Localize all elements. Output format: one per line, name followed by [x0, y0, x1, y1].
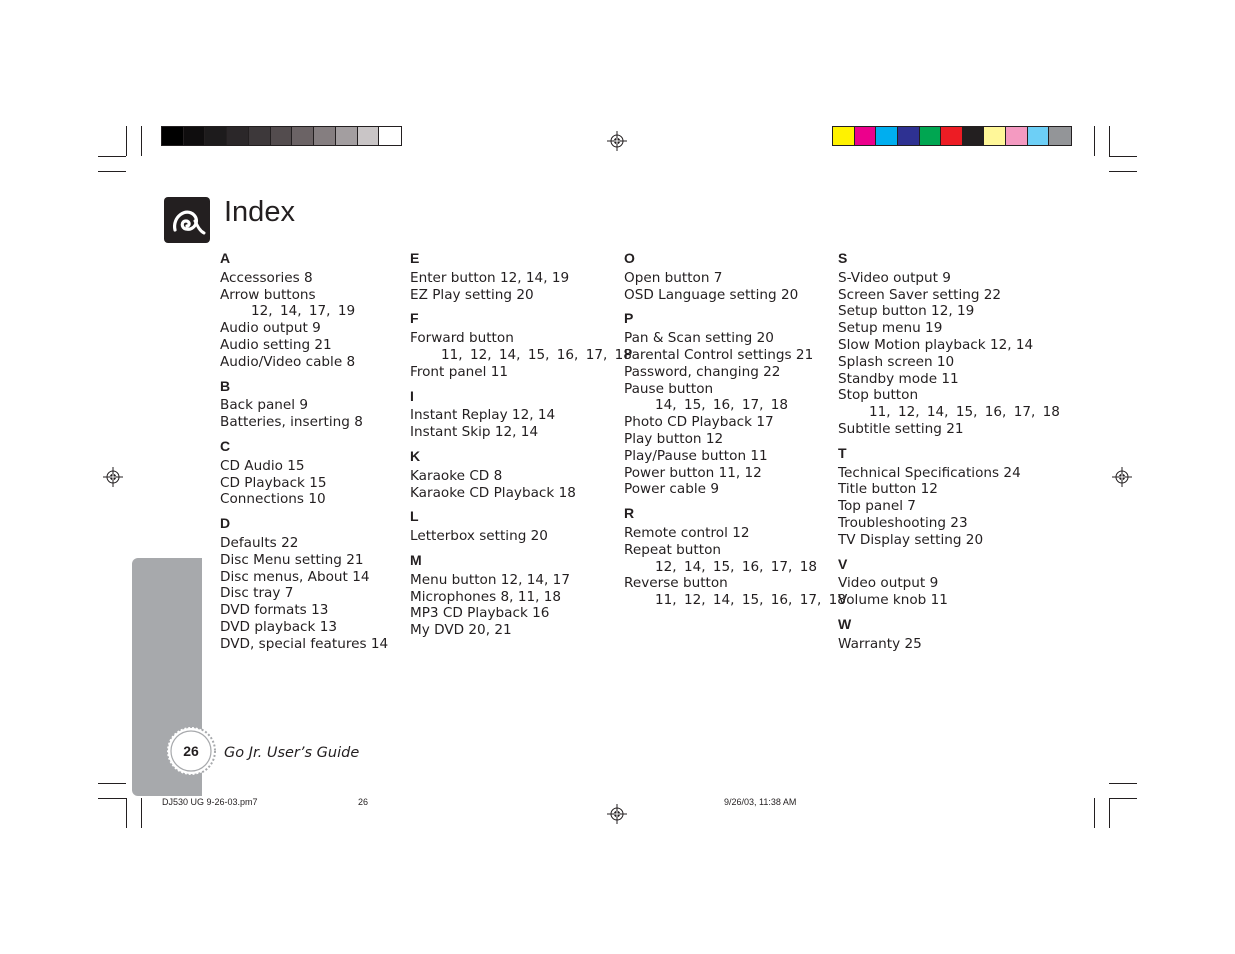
- index-letter-heading: L: [410, 508, 419, 525]
- color-swatch: [920, 127, 942, 145]
- index-entry: TV Display setting 20: [838, 531, 984, 548]
- index-entry: Setup button 12, 19: [838, 303, 975, 320]
- index-letter-heading: O: [624, 250, 635, 266]
- crop-mark: [98, 171, 126, 172]
- color-swatch: [941, 127, 963, 145]
- color-swatch: [855, 127, 877, 145]
- index-entry: DVD playback 13: [220, 618, 338, 635]
- index-entry: Play/Pause button 11: [624, 447, 768, 464]
- index-entry: Audio/Video cable 8: [220, 353, 356, 370]
- index-entry: Power cable 9: [624, 481, 719, 498]
- color-swatch: [379, 127, 401, 145]
- index-entry: OSD Language setting 20: [624, 286, 799, 303]
- color-swatch: [898, 127, 920, 145]
- index-entry: Accessories 8: [220, 269, 313, 286]
- index-entry: DVD formats 13: [220, 602, 329, 619]
- index-entry: Setup menu 19: [838, 320, 943, 337]
- guide-title: Go Jr. User’s Guide: [224, 745, 360, 761]
- index-entry: Forward button: [410, 330, 514, 347]
- index-entry: Disc tray 7: [220, 585, 294, 602]
- index-entry: Reverse button: [624, 575, 728, 592]
- index-entry: Karaoke CD 8: [410, 467, 503, 484]
- color-swatch: [833, 127, 855, 145]
- index-entry: Warranty 25: [838, 635, 922, 652]
- color-swatch: [984, 127, 1006, 145]
- color-swatch: [876, 127, 898, 145]
- index-entry: Karaoke CD Playback 18: [410, 484, 576, 501]
- crop-mark: [98, 783, 126, 784]
- slug-file: DJ530 UG 9-26-03.pm7: [162, 797, 258, 807]
- index-letter-heading: M: [410, 551, 422, 568]
- index-entry: Standby mode 11: [838, 370, 959, 387]
- color-swatch: [227, 127, 249, 145]
- page-title: Index: [224, 196, 295, 228]
- registration-mark-icon: [103, 467, 123, 487]
- page-number: 26: [183, 743, 199, 759]
- slug-date: 9/26/03, 11:38 AM: [724, 797, 797, 807]
- index-entry: Password, changing 22: [624, 363, 781, 380]
- index-entry: CD Audio 15: [220, 457, 305, 474]
- index-entry: Audio output 9: [220, 320, 321, 337]
- index-entry: Instant Skip 12, 14: [410, 424, 539, 441]
- crop-mark: [141, 126, 142, 156]
- index-entry: Audio setting 21: [220, 336, 332, 353]
- index-entry: Play button 12: [624, 430, 724, 447]
- index-entry: Stop button: [838, 387, 919, 404]
- index-letter-heading: W: [838, 615, 851, 632]
- index-entry: Connections 10: [220, 491, 326, 508]
- index-entry: Disc menus, About 14: [220, 568, 370, 585]
- index-entry: Photo CD Playback 17: [624, 414, 774, 431]
- index-entry-pages: 11, 12, 14, 15, 16, 17, 18: [869, 404, 1060, 421]
- color-swatch: [292, 127, 314, 145]
- index-entry: Enter button 12, 14, 19: [410, 269, 570, 286]
- index-entry: MP3 CD Playback 16: [410, 605, 550, 622]
- index-letter-heading: I: [410, 387, 414, 404]
- index-letter-heading: D: [220, 515, 230, 532]
- color-swatch: [358, 127, 380, 145]
- registration-mark-icon: [607, 804, 627, 824]
- index-entry: Parental Control settings 21: [624, 346, 814, 363]
- index-entry: Volume knob 11: [838, 592, 948, 609]
- crop-mark: [1094, 126, 1095, 156]
- index-column-1: [220, 250, 388, 653]
- index-letter-heading: S: [838, 250, 847, 266]
- registration-mark-icon: [607, 131, 627, 151]
- index-entry: Title button 12: [838, 481, 938, 498]
- grayscale-calibration-bar: [161, 126, 402, 146]
- index-entry-pages: 11, 12, 14, 15, 16, 17, 18: [655, 592, 846, 609]
- index-section-icon: [164, 197, 210, 243]
- color-swatch: [963, 127, 985, 145]
- crop-mark: [126, 126, 127, 156]
- index-entry: Defaults 22: [220, 534, 299, 551]
- index-letter-heading: F: [410, 310, 419, 327]
- slug-page: 26: [358, 797, 369, 807]
- crop-mark: [1109, 126, 1110, 156]
- color-swatch: [314, 127, 336, 145]
- index-entry: Remote control 12: [624, 524, 750, 541]
- index-letter-heading: R: [624, 505, 634, 522]
- crop-mark: [1109, 798, 1137, 799]
- index-entry: Pause button: [624, 380, 714, 397]
- index-letter-heading: V: [838, 555, 847, 572]
- color-swatch: [1006, 127, 1028, 145]
- index-entry: Splash screen 10: [838, 353, 955, 370]
- color-swatch: [184, 127, 206, 145]
- index-entry: Front panel 11: [410, 363, 509, 380]
- index-entry: Arrow buttons: [220, 286, 316, 303]
- index-entry: Open button 7: [624, 269, 723, 286]
- crop-mark: [98, 798, 126, 799]
- index-entry: Microphones 8, 11, 18: [410, 588, 562, 605]
- index-letter-heading: P: [624, 310, 633, 327]
- crop-mark: [1109, 783, 1137, 784]
- index-entry: DVD, special features 14: [220, 635, 389, 652]
- index-entry: Instant Replay 12, 14: [410, 407, 556, 424]
- color-swatch: [205, 127, 227, 145]
- index-letter-heading: C: [220, 437, 230, 454]
- index-entry: EZ Play setting 20: [410, 286, 534, 303]
- index-entry: Repeat button: [624, 541, 722, 558]
- color-swatch: [162, 127, 184, 145]
- index-letter-heading: K: [410, 447, 420, 464]
- index-entry-pages: 11, 12, 14, 15, 16, 17, 18: [441, 346, 632, 363]
- crop-mark: [126, 798, 127, 828]
- color-swatch: [271, 127, 293, 145]
- index-entry: CD Playback 15: [220, 474, 327, 491]
- crop-mark: [98, 156, 126, 157]
- registration-mark-icon: [1112, 467, 1132, 487]
- index-letter-heading: E: [410, 250, 419, 266]
- index-letter-heading: T: [838, 444, 847, 461]
- color-swatch: [1028, 127, 1050, 145]
- index-entry: My DVD 20, 21: [410, 622, 512, 639]
- crop-mark: [1094, 798, 1095, 828]
- index-entry: Disc Menu setting 21: [220, 551, 364, 568]
- color-swatch: [249, 127, 271, 145]
- crop-mark: [1109, 798, 1110, 828]
- color-calibration-bar: [832, 126, 1072, 146]
- index-entry-pages: 14, 15, 16, 17, 18: [655, 397, 789, 414]
- index-entry: S-Video output 9: [838, 269, 951, 286]
- index-entry: Menu button 12, 14, 17: [410, 571, 570, 588]
- index-entry: Technical Specifications 24: [838, 464, 1021, 481]
- index-entry: Letterbox setting 20: [410, 528, 548, 545]
- index-entry: Power button 11, 12: [624, 464, 762, 481]
- crop-mark: [1109, 156, 1137, 157]
- color-swatch: [1049, 127, 1071, 145]
- index-column-2: [410, 250, 632, 639]
- index-entry: Pan & Scan setting 20: [624, 330, 774, 347]
- crop-mark: [1109, 171, 1137, 172]
- index-letter-heading: A: [220, 250, 230, 266]
- index-letter-heading: B: [220, 377, 230, 394]
- index-column-3: [624, 250, 846, 609]
- index-entry: Subtitle setting 21: [838, 420, 964, 437]
- index-column-4: [838, 250, 1060, 653]
- index-entry-pages: 12, 14, 17, 19: [251, 303, 356, 320]
- index-entry: Back panel 9: [220, 397, 309, 414]
- index-entry: Top panel 7: [838, 498, 916, 515]
- index-entry: Troubleshooting 23: [838, 514, 968, 531]
- crop-mark: [141, 798, 142, 828]
- index-entry-pages: 12, 14, 15, 16, 17, 18: [655, 558, 817, 575]
- color-swatch: [336, 127, 358, 145]
- index-entry: Screen Saver setting 22: [838, 286, 1002, 303]
- index-entry: Video output 9: [838, 575, 939, 592]
- index-entry: Batteries, inserting 8: [220, 414, 363, 431]
- index-entry: Slow Motion playback 12, 14: [838, 336, 1034, 353]
